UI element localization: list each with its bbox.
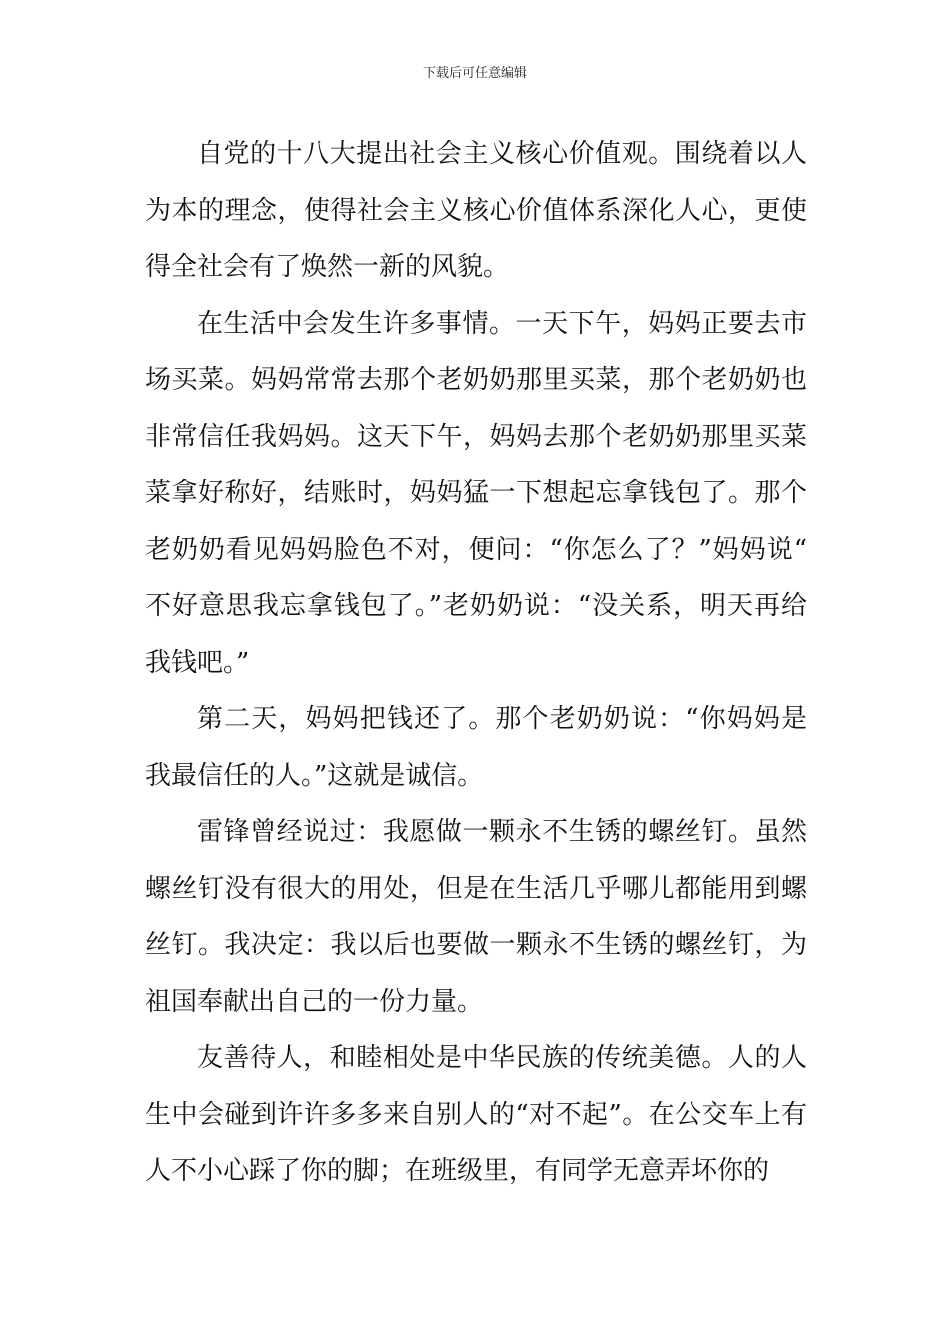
paragraph-2: 在生活中会发生许多事情。一天下午，妈妈正要去市场买菜。妈妈常常去那个老奶奶那里买菜，那个老奶奶也非常信任我妈妈。这天下午，妈妈去那个老奶奶那里买菜菜拿好称好，结账时，妈妈猛一下想起忘拿钱包了。那个老奶奶看见妈妈脸色不对，便问：“你怎么了？”妈妈说“不好意思我忘拿钱包了。”老奶奶说：“没关系，明天再给我钱吧。” (145, 308, 807, 678)
paragraph-3: 第二天，妈妈把钱还了。那个老奶奶说：“你妈妈是我最信任的人。”这就是诚信。 (145, 704, 807, 791)
page-header: 下载后可任意编辑 (422, 66, 527, 81)
paragraph-4: 雷锋曾经说过：我愿做一颗永不生锈的螺丝钉。虽然螺丝钉没有很大的用处，但是在生活几乎哪儿都能用到螺丝钉。我决定：我以后也要做一颗永不生锈的螺丝钉，为祖国奉献出自己的一份力量。 (145, 817, 807, 1017)
paragraph-5: 友善待人，和睦相处是中华民族的传统美德。人的人生中会碰到许许多多来自别人的“对不起”。在公交车上有人不小心踩了你的脚；在班级里，有同学无意弄坏你的 (145, 1043, 807, 1186)
paragraph-1: 自党的十八大提出社会主义核心价值观。围绕着以人为本的理念，使得社会主义核心价值体系深化人心，更使得全社会有了焕然一新的风貌。 (145, 139, 807, 282)
document-body (145, 126, 807, 1200)
